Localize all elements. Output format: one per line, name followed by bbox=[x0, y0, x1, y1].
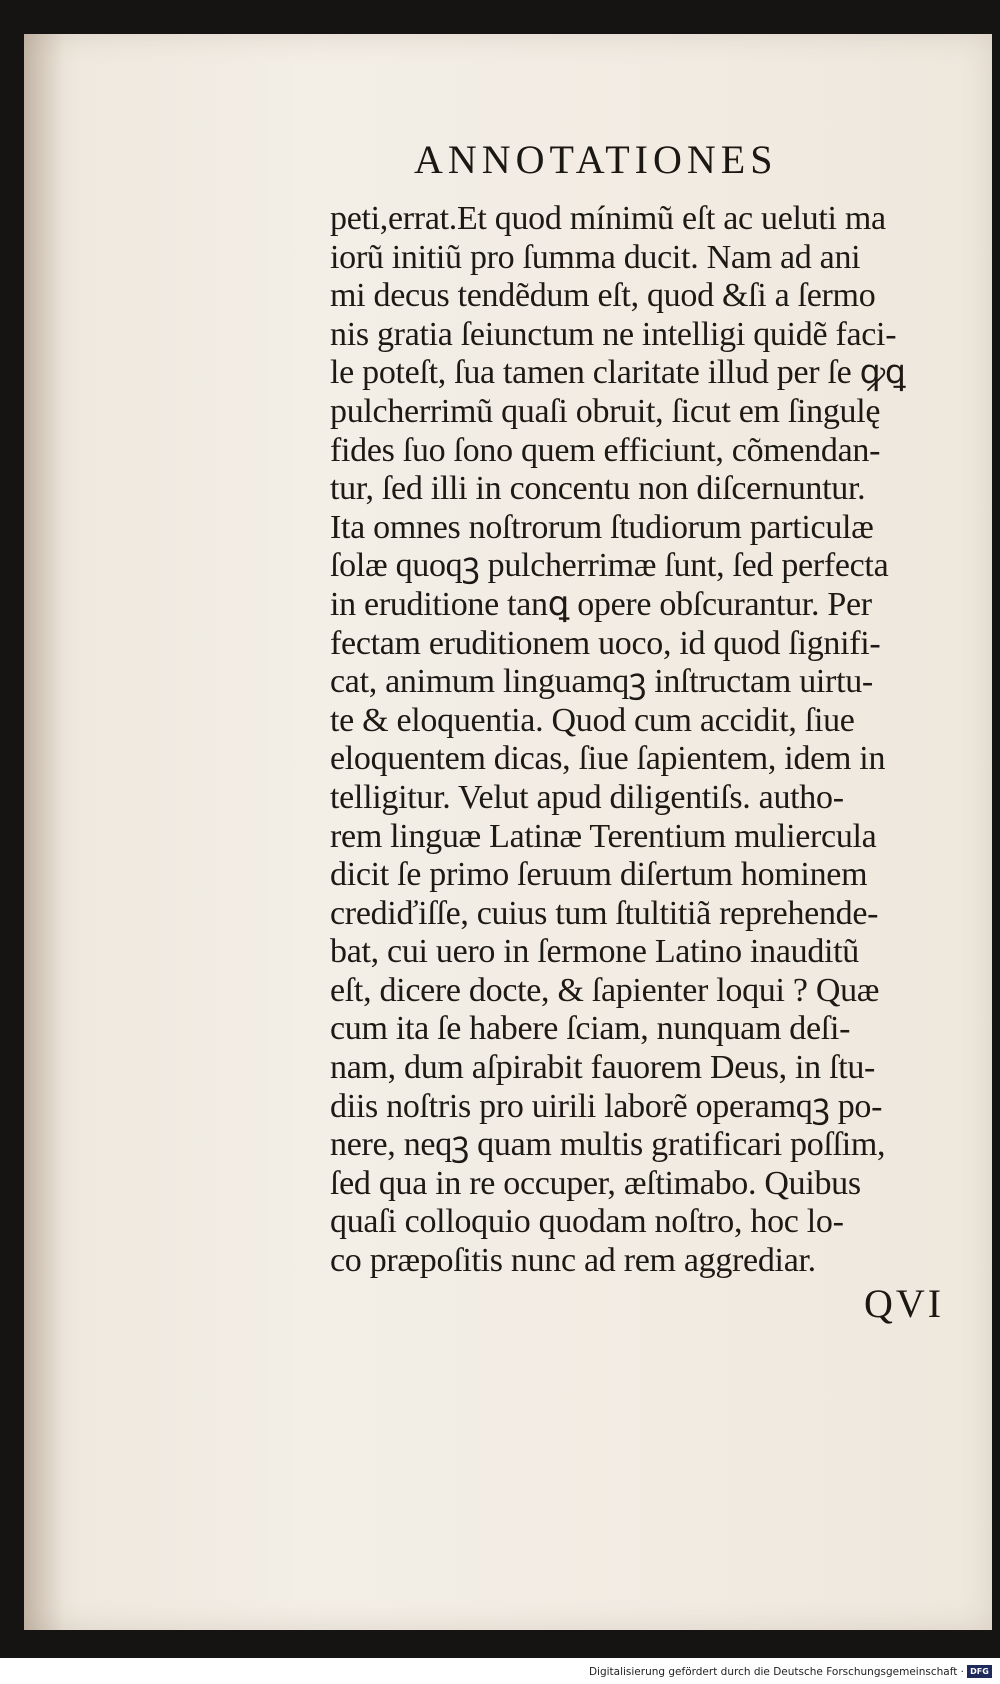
text-line: bat, cui uero in ſermone Latino inauditũ bbox=[330, 933, 860, 971]
text-line: mi decus tendẽdum eſt, quod &ſi a ſermo bbox=[330, 277, 876, 315]
text-line: Ita omnes noſtrorum ſtudiorum particulæ bbox=[330, 508, 874, 546]
text-line: cum ita ſe habere ſciam, nunquam deſi- bbox=[330, 1010, 851, 1048]
text-line: te & eloquentia. Quod cum accidit, ſiue bbox=[330, 701, 855, 739]
page-gutter-shadow bbox=[24, 34, 64, 1630]
text-line: peti,errat.Et quod mínimũ eſt ac ueluti ma bbox=[330, 200, 886, 237]
text-line: cat, animum linguamqꝫ inſtructam uirtu- bbox=[330, 663, 873, 701]
text-line: quaſi colloquio quodam noſtro, hoc lo- bbox=[330, 1203, 844, 1241]
digitization-credit: Digitalisierung gefördert durch die Deutsche Forschungsgemeinschaft · bbox=[588, 1666, 964, 1678]
text-line: rem linguæ Latinæ Terentium muliercula bbox=[330, 817, 877, 855]
running-head: ANNOTATIONES bbox=[414, 137, 778, 182]
text-line: nere, neqꝫ quam multis gratificari poſſim, bbox=[330, 1126, 886, 1164]
text-line: co præpoſitis nunc ad rem aggrediar. bbox=[330, 1242, 816, 1280]
text-line: fides ſuo ſono quem efficiunt, cõmendan- bbox=[330, 431, 881, 469]
text-line: nam, dum aſpirabit fauorem Deus, in ſtu- bbox=[330, 1049, 876, 1087]
text-line: diis noſtris pro uirili laborẽ operamqꝫ po- bbox=[330, 1087, 883, 1125]
text-line: ſolæ quoqꝫ pulcherrimæ ſunt, ſed perfecta bbox=[330, 547, 889, 585]
text-line: dicit ſe primo ſeruum diſertum hominem bbox=[330, 856, 868, 894]
body-text bbox=[330, 200, 964, 1281]
text-line: nis gratia ſeiunctum ne intelligi quidẽ faci- bbox=[330, 315, 897, 353]
text-line: crediďiſſe, cuius tum ſtultitiã reprehende- bbox=[330, 894, 879, 932]
text-line: le poteſt, ſua tamen claritate illud per ſe ꝙꝗ bbox=[330, 354, 906, 392]
dfg-logo-icon: DFG bbox=[967, 1665, 992, 1678]
text-line: eſt, dicere docte, & ſapienter loqui ? Quæ bbox=[330, 971, 880, 1009]
text-line: ſed qua in re occuper, æſtimabo. Quibus bbox=[330, 1164, 861, 1202]
text-line: pulcherrimũ quaſi obruit, ſicut em ſingulę bbox=[330, 392, 881, 430]
text-line: tur, ſed illi in concentu non diſcernuntur. bbox=[330, 470, 866, 508]
catchword: QVI bbox=[864, 1281, 945, 1326]
text-line: eloquentem dicas, ſiue ſapientem, idem in bbox=[330, 740, 886, 778]
text-line: fectam eruditionem uoco, id quod ſignifi- bbox=[330, 624, 881, 662]
text-line: iorũ initiũ pro ſumma ducit. Nam ad ani bbox=[330, 238, 861, 276]
text-line: telligitur. Velut apud diligentiſs. autho- bbox=[330, 778, 844, 816]
text-line: in eruditione tanꝗ opere obſcurantur. Per bbox=[330, 585, 872, 623]
